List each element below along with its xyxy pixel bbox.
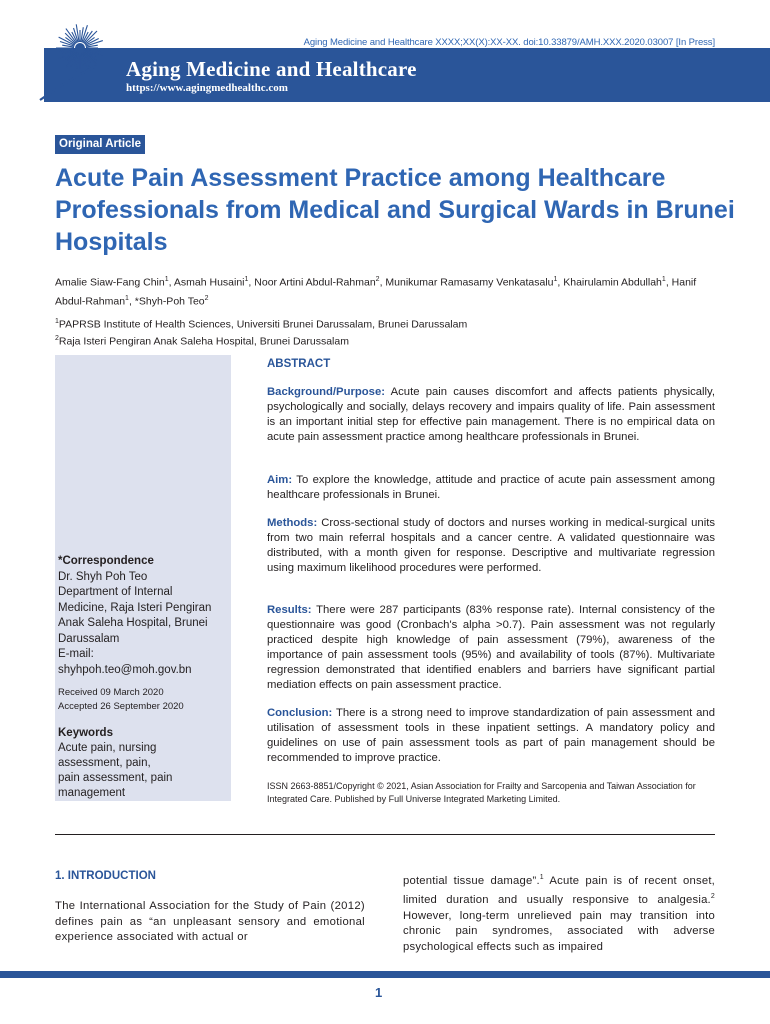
journal-name: Aging Medicine and Healthcare <box>126 57 417 81</box>
author: Khairulamin Abdullah <box>563 276 662 289</box>
affiliations <box>55 315 725 348</box>
affiliation-1: $^1$PAPRSB Institute of Health Sciences, Universiti Brunei Darussalam, Brunei Darussalam <box>55 318 468 331</box>
abstract-conclusion: Conclusion: There is a strong need to improve standardization of pain assessment and utilisation of assessment tools in these inpatient settings. A mandatory policy and guidelines on use of pain assessment tools as part of pain management should be recommended to improve practice. <box>267 707 715 764</box>
author: Munikumar Ramasamy Venkatasalu <box>385 276 554 289</box>
correspondence: *Correspondence Dr. Shyh Poh Teo Department of Internal Medicine, Raja Isteri Pengiran Anak Saleha Hospital, Brunei Darussalam E-mail: shyhpoh.teo@moh.gov.bn <box>58 554 230 678</box>
intro-heading: 1. INTRODUCTION <box>55 870 156 882</box>
abstract-results: Results: There were 287 participants (83% response rate). Internal consistency of the questionnaire was good (Cronbach's alpha >0.7). Pain assessment was not regularly practiced despite high knowledge of pain assessment (79%), awareness of the importance of pain assessment tools (95%) and availability of tools (87%). Multivariate regression demonstrated that identified enablers and barriers have significant partial mediation effects on pain assessment practice. <box>267 604 716 691</box>
author: *Shyh-Poh Teo <box>134 295 205 307</box>
issn-copyright: ISSN 2663-8851/Copyright © 2021, Asian Association for Frailty and Sarcopenia and Taiwan Association for Integrated Care. Published by Full Universe Integrated Marketing Limited. <box>267 781 696 804</box>
correspondence-email[interactable]: shyhpoh.teo@moh.gov.bn <box>58 663 192 676</box>
journal-url[interactable]: https://www.agingmedhealthc.com <box>126 82 288 94</box>
keywords-label: Keywords <box>58 727 113 739</box>
article-type-badge: Original Article <box>55 135 145 154</box>
page-number: 1 <box>375 985 383 1000</box>
author: Asmah Husaini <box>173 276 245 289</box>
abstract-background: Background/Purpose: Acute pain causes discomfort and affects patients physically, psychologically and socially, delays recovery and impairs quality of life. Pain assessment is an important initial step for effective pain management. There is no empirical data on acute pain assessment practice among healthcare professionals in Brunei. <box>267 386 715 443</box>
accepted-date: Accepted 26 September 2020 <box>58 701 184 712</box>
article-dates <box>58 686 230 714</box>
correspondence-label: *Correspondence <box>58 555 154 567</box>
abstract-heading: ABSTRACT <box>267 358 331 370</box>
received-date: Received 09 March 2020 <box>58 687 164 698</box>
footer-bar <box>0 971 770 978</box>
author-list: Amalie Siaw-Fang Chin$^1$, Asmah Husaini$^1$, Noor Artini Abdul-Rahman$^2$, Munikumar Ramasamy Venkatasalu$^1$, Khairulamin Abdullah$^1$, Hanif Abdul-Rahman$^1$, *Shyh-Poh Teo$^2$ <box>55 276 697 307</box>
keywords: Keywords Acute pain, nursing assessment, pain, pain assessment, pain management <box>58 726 230 801</box>
intro-column-1: The International Association for the Study of Pain (2012) defines pain as “an unpleasant sensory and emotional experience associated with actual or <box>55 900 365 943</box>
journal-logo-icon <box>38 22 124 102</box>
affiliation-2: $^2$Raja Isteri Pengiran Anak Saleha Hospital, Brunei Darussalam <box>55 334 349 347</box>
section-divider <box>55 834 715 835</box>
author: Amalie Siaw-Fang Chin <box>55 276 165 289</box>
running-head: Aging Medicine and Healthcare XXXX;XX(X):XX-XX. doi:10.33879/AMH.XXX.2020.03007 [In Press] <box>303 37 715 48</box>
author: Hanif Abdul-Rahman <box>55 276 697 307</box>
abstract-aim: Aim: To explore the knowledge, attitude and practice of acute pain assessment among healthcare professionals in Brunei. <box>267 474 716 501</box>
intro-column-2: potential tissue damage”.$^1$ Acute pain is of recent onset, limited duration and usually responsive to analgesia.$^2$ However, long-term unrelieved pain may transition into chronic pain syndromes, associated with adverse psychological effects such as impaired <box>403 874 715 953</box>
author: Noor Artini Abdul-Rahman <box>254 276 376 289</box>
abstract-methods: Methods: Cross-sectional study of doctors and nurses working in medical-surgical units from two main referral hospitals and a cancer centre. A validated questionnaire was distributed, with a month given for response. Descriptive and multivariate regression using maximum likelihood procedures were performed. <box>267 517 715 574</box>
article-title: Acute Pain Assessment Practice among Healthcare Professionals from Medical and Surgical Wards in Brunei Hospitals <box>55 164 735 256</box>
